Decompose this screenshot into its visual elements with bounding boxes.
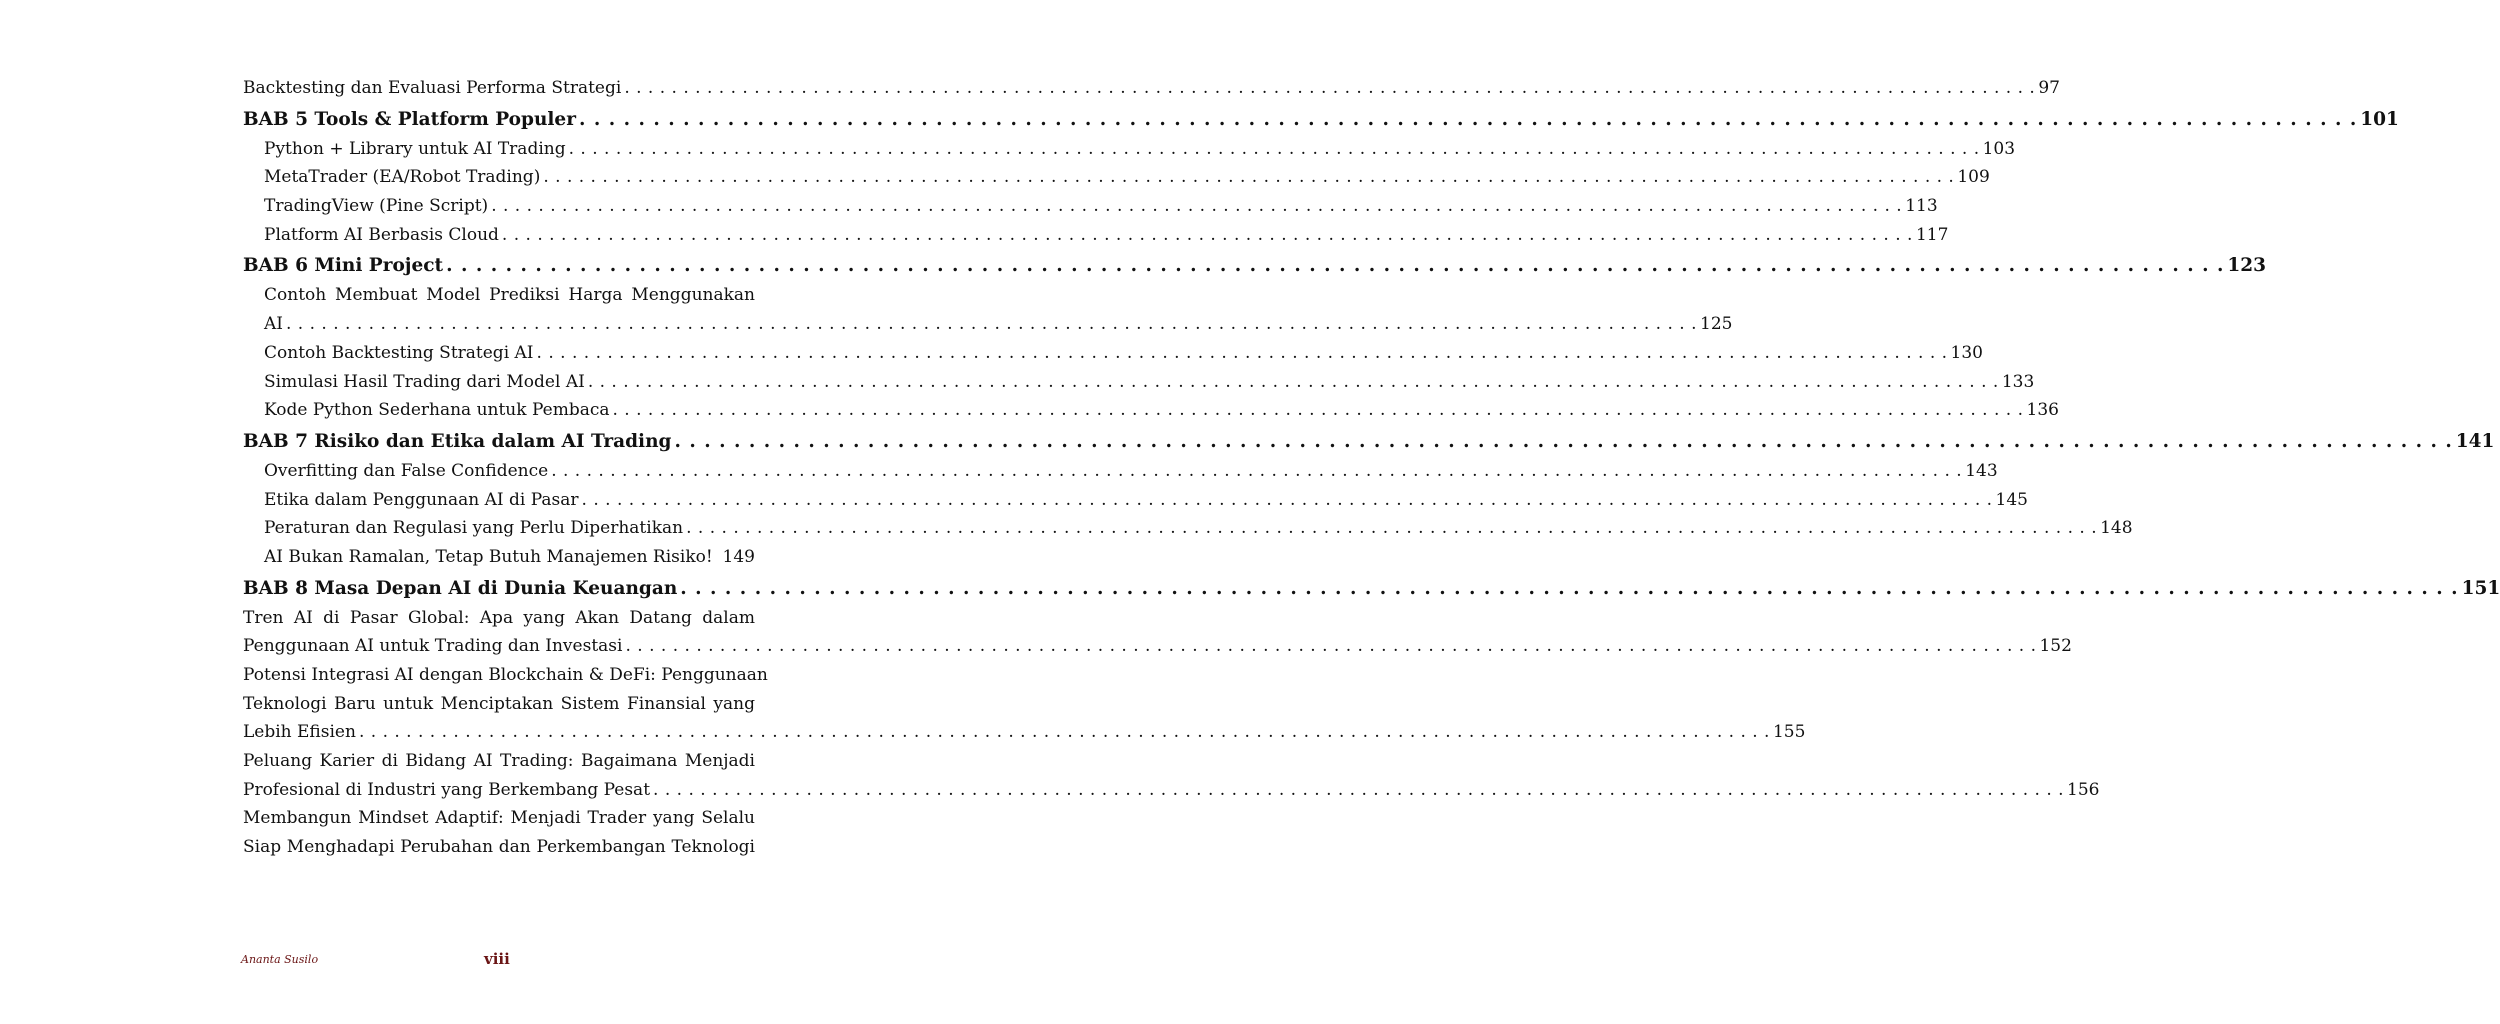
toc-chapter-heading [243,105,2399,135]
toc-entry-title: Platform AI Berbasis Cloud [264,224,499,245]
toc-entry [243,747,755,776]
toc-entry-title: AI [264,314,283,335]
dot-leader: . . . . . . . . . . . . . . . . . . . . . . . . . . . . . . . . . . . . . . . . . . . . . . . . . . . . . . . . . . . . . . . . . . . . . . . . . . . . . . . . . . . . . . . . . . . . . . . . . . . . . . . . . . . . . . . . . . . . . . . . [358,722,1770,743]
toc-entry [243,661,768,690]
toc-entry-title: BAB 7 Risiko dan Etika dalam AI Trading [243,430,672,452]
toc-entry-title: BAB 5 Tools & Platform Populer [243,108,576,130]
toc-page-number: 109 [1957,167,1990,188]
dot-leader: . . . . . . . . . . . . . . . . . . . . . . . . . . . . . . . . . . . . . . . . . . . . . . . . . . . . . . . . . . . . . . . . . . . . . . . . . . . . . . . . . . . . . . . . . . . . . . . . . . . . . . . . . . . . . . . . . . . . . . . . [625,636,2037,657]
toc-entry-title: Penggunaan AI untuk Trading dan Investasi [243,636,623,657]
toc-page-number: 125 [1700,314,1733,335]
toc-entry [243,486,2028,515]
toc-page-number: 145 [1995,489,2028,510]
toc-entry [243,135,2016,164]
dot-leader: . . . . . . . . . . . . . . . . . . . . . . . . . . . . . . . . . . . . . . . . . . . . . . . . . . . . . . . . . . . . . . . . . . . . . . . . . . . . . . . . . . . . . . . . . . . . . . . . . . . . . . . . . . . . . . . . . . . . . . . . [551,460,1963,481]
toc-page-number: 136 [2026,400,2059,421]
toc-entry-title: Membangun Mindset Adaptif: Menjadi Trader yang Selalu [243,808,755,829]
dot-leader: . . . . . . . . . . . . . . . . . . . . . . . . . . . . . . . . . . . . . . . . . . . . . . . . . . . . . . . . . . . . . . . . . . . . . . . . . . . . . . . . . . . . . . . . . . . . . . . . . . . . . . . . . . . . . . . . . . . . . . . . [624,78,2036,98]
dot-leader: . . . . . . . . . . . . . . . . . . . . . . . . . . . . . . . . . . . . . . . . . . . . . . . . . . . . . . . . . . . . . . . . . . . . . . . . . . . . . . . . . . . . . . . . . . . . . . . . . . . . . . . . . . . . . . . . . . . . . . . . [581,489,1993,510]
toc-entry [243,396,2059,425]
toc-page-number: 130 [1950,342,1983,363]
toc-entry [243,221,1949,250]
toc-entry-title: Simulasi Hasil Trading dari Model AI [264,371,585,392]
dot-leader: . . . . . . . . . . . . . . . . . . . . . . . . . . . . . . . . . . . . . . . . . . . . . . . . . . . . . . . . . . . . . . . . . . . . . . . . . . . . . . . . . . . . . . . . . . . . . . . . . . . . . . . . . . . . . . . . . . . . . . . . [446,255,2225,277]
toc-entry [243,632,2072,661]
toc-entry-title: Siap Menghadapi Perubahan dan Perkembangan Teknologi [243,837,755,858]
toc-entry-title: Overfitting dan False Confidence [264,460,549,481]
toc-page-number: 151 [2461,577,2500,599]
toc-chapter-heading [243,427,2495,457]
toc-entry-title: Peraturan dan Regulasi yang Perlu Diperhatikan [264,518,684,539]
toc-entry [243,690,755,719]
toc-entry [243,457,1998,486]
dot-leader: . . . . . . . . . . . . . . . . . . . . . . . . . . . . . . . . . . . . . . . . . . . . . . . . . . . . . . . . . . . . . . . . . . . . . . . . . . . . . . . . . . . . . . . . . . . . . . . . . . . . . . . . . . . . . . . . . . . . . . . . [680,577,2459,599]
toc-page-number: 113 [1905,196,1938,217]
toc-page-number: 97 [2038,78,2060,98]
toc-entry-title: Peluang Karier di Bidang AI Trading: Bagaimana Menjadi [243,751,755,772]
toc-page-number: 156 [2067,779,2100,800]
toc-chapter-heading [243,251,2267,281]
toc-page-number: 143 [1965,460,1998,481]
dot-leader: . . . . . . . . . . . . . . . . . . . . . . . . . . . . . . . . . . . . . . . . . . . . . . . . . . . . . . . . . . . . . . . . . . . . . . . . . . . . . . . . . . . . . . . . . . . . . . . . . . . . . . . . . . . . . . . . . . . . . . . . [501,224,1913,245]
toc-page-number: 155 [1772,722,1806,743]
toc-page-number: 152 [2039,636,2072,657]
toc-entry [243,804,755,833]
dot-leader: . . . . . . . . . . . . . . . . . . . . . . . . . . . . . . . . . . . . . . . . . . . . . . . . . . . . . . . . . . . . . . . . . . . . . . . . . . . . . . . . . . . . . . . . . . . . . . . . . . . . . . . . . . . . . . . . . . . . . . . . [286,314,1698,335]
toc-entry-title: BAB 8 Masa Depan AI di Dunia Keuangan [243,577,678,599]
dot-leader: . . . . . . . . . . . . . . . . . . . . . . . . . . . . . . . . . . . . . . . . . . . . . . . . . . . . . . . . . . . . . . . . . . . . . . . . . . . . . . . . . . . . . . . . . . . . . . . . . . . . . . . . . . . . . . . . . . . . . . . . [543,167,1955,188]
toc-entry [243,74,2060,103]
toc-entry [243,339,1983,368]
dot-leader: . . . . . . . . . . . . . . . . . . . . . . . . . . . . . . . . . . . . . . . . . . . . . . . . . . . . . . . . . . . . . . . . . . . . . . . . . . . . . . . . . . . . . . . . . . . . . . . . . . . . . . . . . . . . . . . . . . . . . . . . [612,400,2024,421]
toc-entry-title: Python + Library untuk AI Trading [264,138,566,159]
toc-page-number: 123 [2227,255,2267,277]
toc-entry-title: MetaTrader (EA/Robot Trading) [264,167,541,188]
dot-leader: . . . . . . . . . . . . . . . . . . . . . . . . . . . . . . . . . . . . . . . . . . . . . . . . . . . . . . . . . . . . . . . . . . . . . . . . . . . . . . . . . . . . . . . . . . . . . . . . . . . . . . . . . . . . . . . . . . . . . . . . [568,138,1980,159]
toc-entry-title: Potensi Integrasi AI dengan Blockchain & DeFi: Penggunaan [243,665,768,685]
toc-page-number: 117 [1915,224,1949,245]
toc-chapter-heading [243,574,2500,604]
toc-entry [243,833,755,862]
dot-leader: . . . . . . . . . . . . . . . . . . . . . . . . . . . . . . . . . . . . . . . . . . . . . . . . . . . . . . . . . . . . . . . . . . . . . . . . . . . . . . . . . . . . . . . . . . . . . . . . . . . . . . . . . . . . . . . . . . . . . . . . [491,196,1903,217]
dot-leader: . . . . . . . . . . . . . . . . . . . . . . . . . . . . . . . . . . . . . . . . . . . . . . . . . . . . . . . . . . . . . . . . . . . . . . . . . . . . . . . . . . . . . . . . . . . . . . . . . . . . . . . . . . . . . . . . . . . . . . . . [653,779,2065,800]
toc-page-number: 149 [722,546,755,567]
toc-page-number: 141 [2455,430,2495,452]
dot-leader: . . . . . . . . . . . . . . . . . . . . . . . . . . . . . . . . . . . . . . . . . . . . . . . . . . . . . . . . . . . . . . . . . . . . . . . . . . . . . . . . . . . . . . . . . . . . . . . . . . . . . . . . . . . . . . . . . . . . . . . . [686,518,2098,539]
toc-entry-title: Teknologi Baru untuk Menciptakan Sistem Finansial yang [243,693,755,714]
toc-entry-title: Kode Python Sederhana untuk Pembaca [264,400,610,421]
toc-entry-title: Contoh Membuat Model Prediksi Harga Menggunakan [264,285,755,306]
toc-entry [243,192,1938,221]
toc-page-number: 148 [2100,518,2133,539]
toc-entry [243,718,1806,747]
toc-entry-title: Etika dalam Penggunaan AI di Pasar [264,489,579,510]
dot-leader: . . . . . . . . . . . . . . . . . . . . . . . . . . . . . . . . . . . . . . . . . . . . . . . . . . . . . . . . . . . . . . . . . . . . . . . . . . . . . . . . . . . . . . . . . . . . . . . . . . . . . . . . . . . . . . . . . . . . . . . . [674,430,2453,452]
toc-page-number: 101 [2360,108,2399,130]
toc-entry-title: Profesional di Industri yang Berkembang Pesat [243,779,651,800]
toc-entry [243,514,2133,543]
toc-entry-title: Contoh Backtesting Strategi AI [264,342,534,363]
toc-entry [243,163,1990,192]
toc-entry-title: Lebih Efisien [243,722,356,743]
dot-leader: . . . . . . . . . . . . . . . . . . . . . . . . . . . . . . . . . . . . . . . . . . . . . . . . . . . . . . . . . . . . . . . . . . . . . . . . . . . . . . . . . . . . . . . . . . . . . . . . . . . . . . . . . . . . . . . . . . . . . . . . [587,371,1999,392]
toc-entry-title: TradingView (Pine Script) [264,196,489,217]
toc-entry [243,604,755,633]
toc-entry-title: Tren AI di Pasar Global: Apa yang Akan Datang dalam [243,607,755,628]
toc-page-number: 133 [2001,371,2035,392]
toc-page-number: 103 [1982,138,2016,159]
dot-leader: . . . . . . . . . . . . . . . . . . . . . . . . . . . . . . . . . . . . . . . . . . . . . . . . . . . . . . . . . . . . . . . . . . . . . . . . . . . . . . . . . . . . . . . . . . . . . . . . . . . . . . . . . . . . . . . . . . . . . . . . [536,342,1948,363]
table-of-contents [243,74,2500,862]
toc-entry-title: AI Bukan Ramalan, Tetap Butuh Manajemen Risiko! [264,546,713,567]
toc-entry [243,281,755,310]
toc-entry [243,368,2035,397]
toc-entry [243,776,2100,805]
toc-entry-title: Backtesting dan Evaluasi Performa Strategi [243,78,622,98]
dot-leader: . . . . . . . . . . . . . . . . . . . . . . . . . . . . . . . . . . . . . . . . . . . . . . . . . . . . . . . . . . . . . . . . . . . . . . . . . . . . . . . . . . . . . . . . . . . . . . . . . . . . . . . . . . . . . . . . . . . . . . . . [578,108,2358,130]
toc-entry [243,310,1733,339]
footer-page-number: viii [484,950,510,968]
footer-author: Ananta Susilo [241,953,319,966]
toc-entry-title: BAB 6 Mini Project [243,255,444,277]
toc-entry [243,543,755,572]
